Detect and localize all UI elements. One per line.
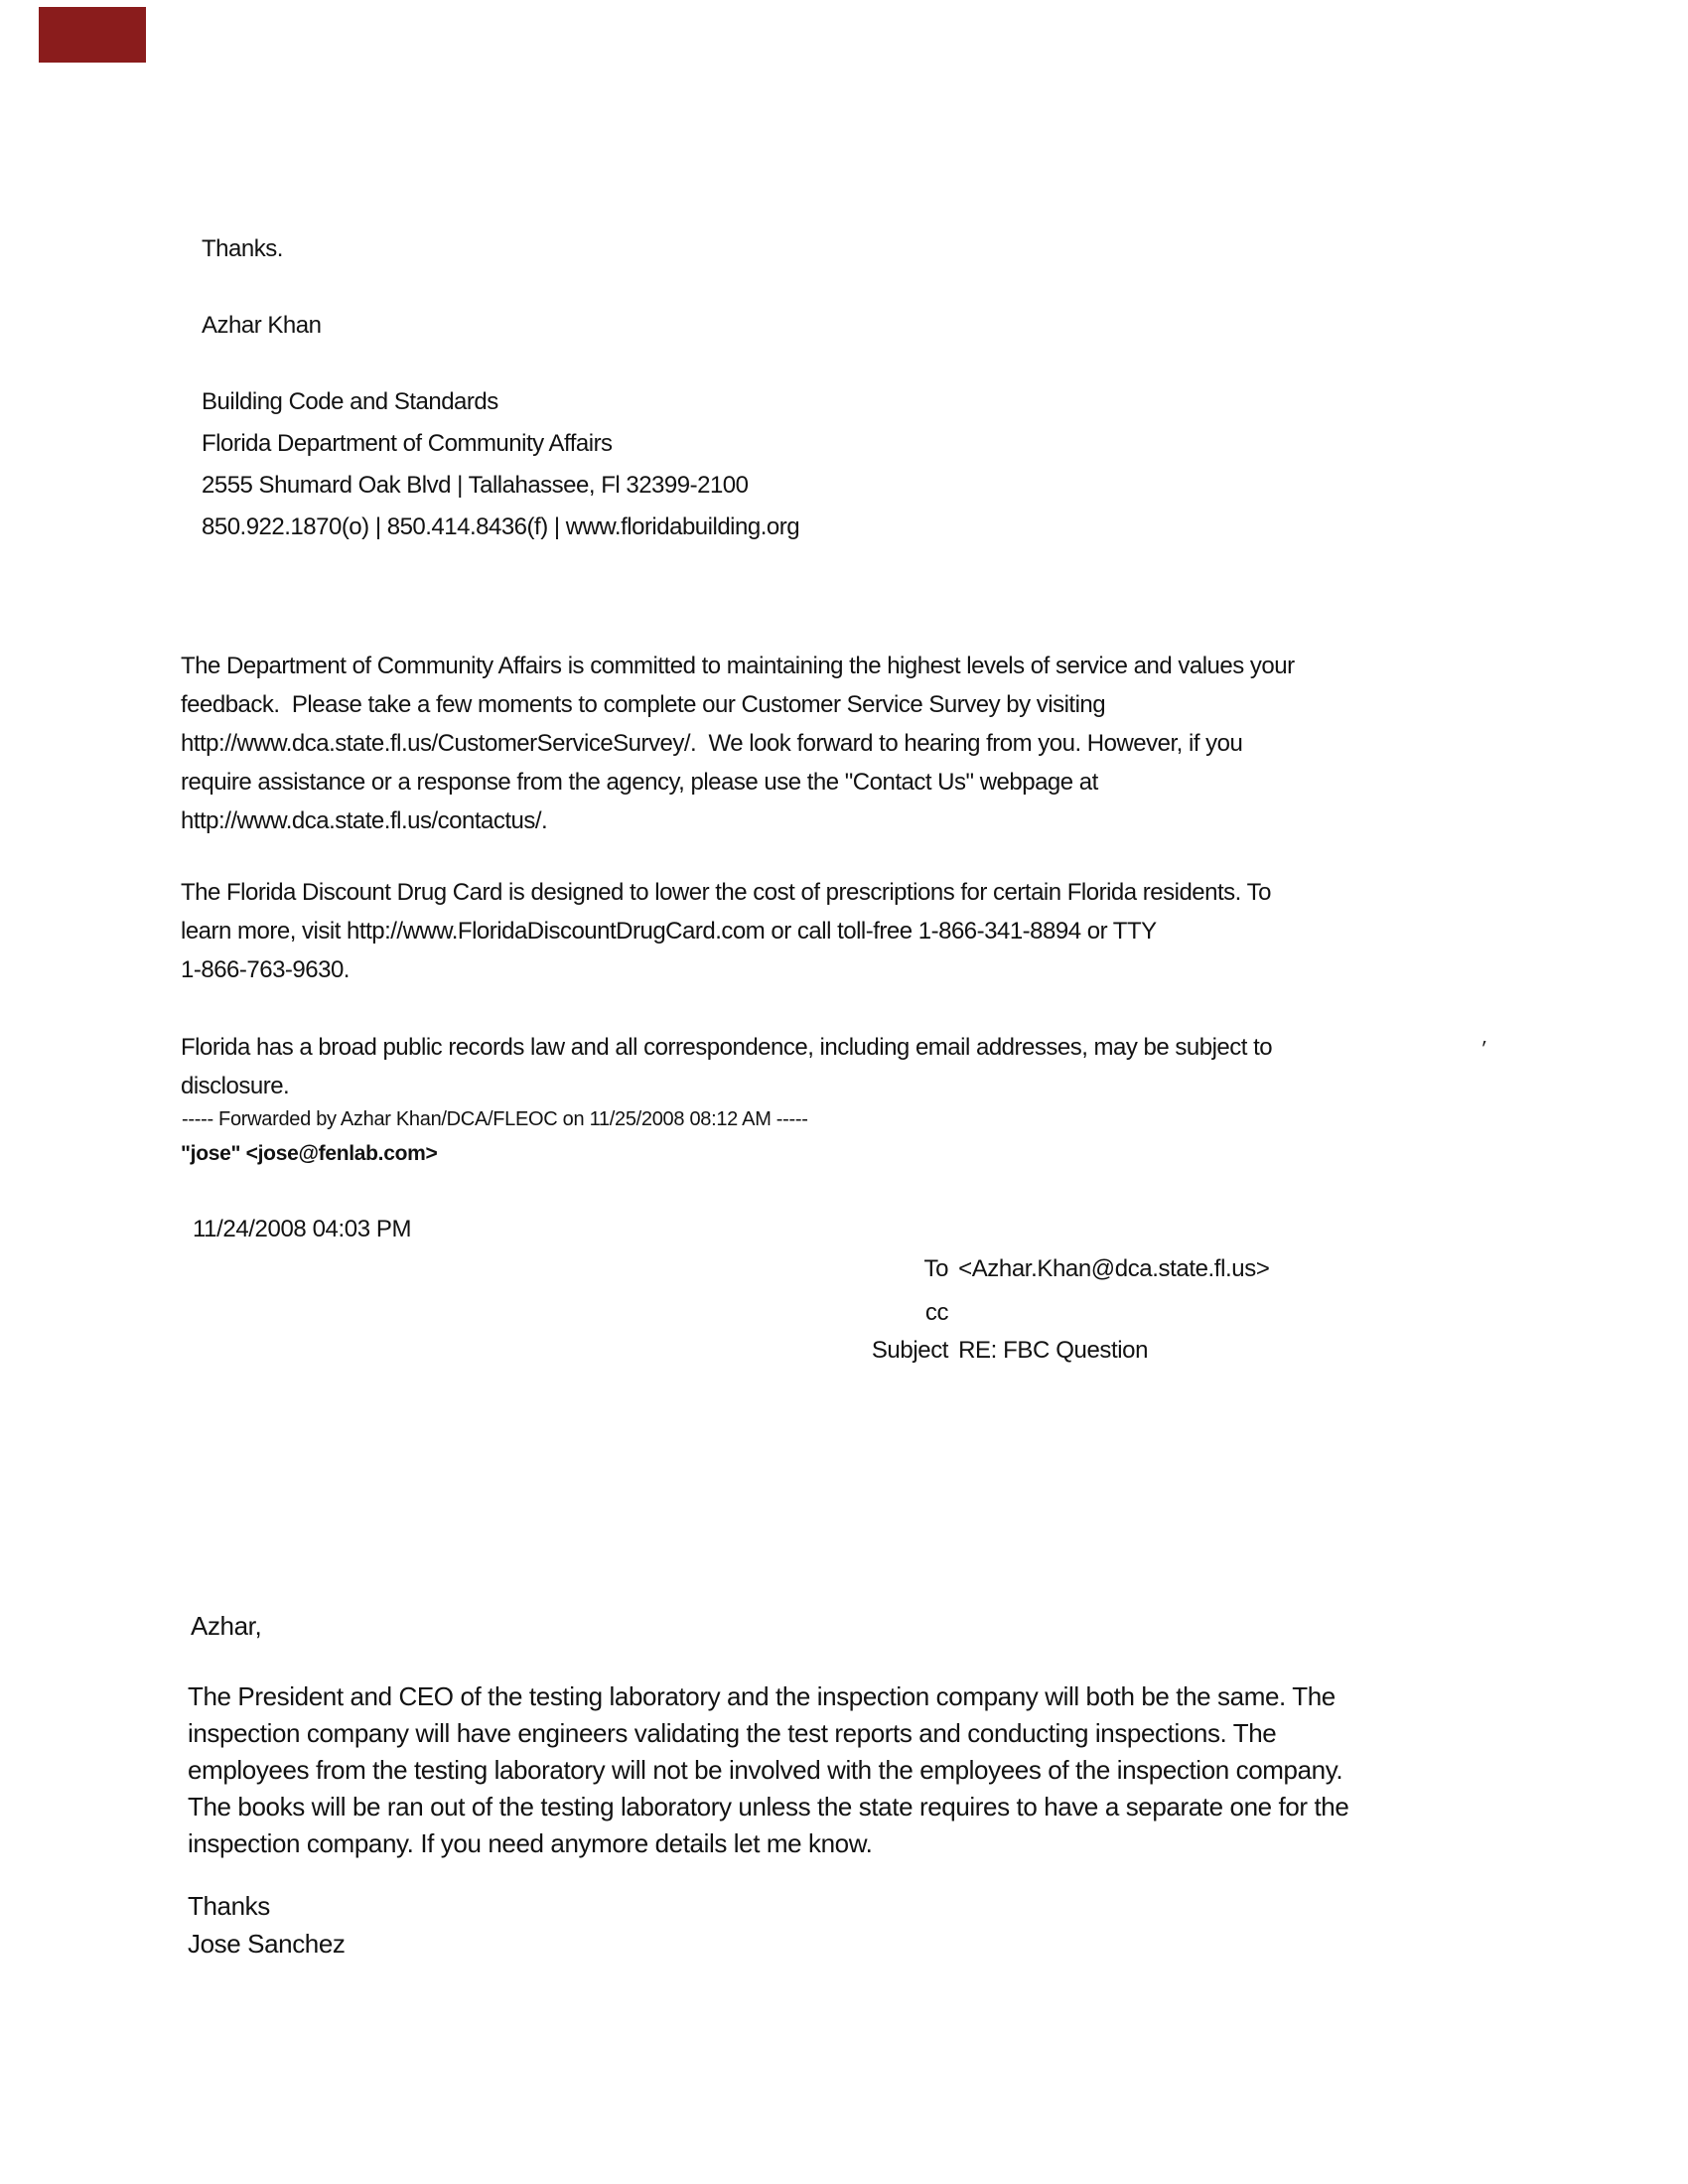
reply-body-line: inspection company. If you need anymore details let me know. (188, 1828, 873, 1858)
signature-line: Building Code and Standards (202, 388, 498, 415)
survey-disclaimer-line: require assistance or a response from the agency, please use the "Contact Us" webpage at (181, 769, 1098, 796)
survey-disclaimer-line: feedback. Please take a few moments to complete our Customer Service Survey by visiting (181, 691, 1106, 718)
notes-closing-block (202, 229, 283, 268)
survey-disclaimer-paragraph (181, 647, 1295, 840)
public-records-paragraph (181, 1028, 1272, 1105)
reply-greeting: Azhar, (191, 1611, 262, 1641)
reply-signoff: Jose Sanchez (188, 1929, 346, 1959)
drug-card-paragraph (181, 873, 1271, 989)
reply-body-line: The books will be ran out of the testing laboratory unless the state requires to have a separate one for the (188, 1792, 1349, 1821)
to-label: To (923, 1255, 949, 1282)
survey-disclaimer-line: http://www.dca.state.fl.us/contactus/. (181, 807, 548, 834)
survey-disclaimer-line: The Department of Community Affairs is committed to maintaining the highest levels of service and values your (181, 653, 1295, 679)
reply-body (188, 1678, 1348, 1862)
public-records-line: disclosure. (181, 1073, 290, 1099)
drug-card-line: 1-866-763-9630. (181, 956, 350, 983)
to-value: <Azhar.Khan@dca.state.fl.us> (958, 1255, 1270, 1282)
reply-closing: Thanks (188, 1891, 270, 1921)
red-stamp-mark (39, 7, 146, 63)
drug-card-line: learn more, visit http://www.FloridaDiscountDrugCard.com or call toll-free 1-866-341-8894 or TTY (181, 918, 1157, 945)
signature-block (202, 381, 799, 548)
signature-line: 850.922.1870(o) | 850.414.8436(f) | www.floridabuilding.org (202, 513, 800, 540)
subject-row (824, 1309, 1148, 1392)
survey-disclaimer-line: http://www.dca.state.fl.us/CustomerServiceSurvey/. We look forward to hearing from you. However, if you (181, 730, 1243, 757)
reply-body-line: inspection company will have engineers validating the test reports and conducting inspections. The (188, 1718, 1277, 1748)
reply-body-line: The President and CEO of the testing laboratory and the inspection company will both be the same. The (188, 1681, 1336, 1711)
sender-name-block (202, 306, 321, 345)
signature-line: 2555 Shumard Oak Blvd | Tallahassee, Fl 32399-2100 (202, 472, 749, 499)
forwarded-from-address: "jose" <jose@fenlab.com> (181, 1142, 438, 1165)
forwarded-separator: ----- Forwarded by Azhar Khan/DCA/FLEOC on 11/25/2008 08:12 AM ----- (182, 1108, 808, 1130)
sent-datetime: 11/24/2008 04:03 PM (193, 1216, 412, 1242)
drug-card-line: The Florida Discount Drug Card is designed to lower the cost of prescriptions for certain Florida residents. To (181, 879, 1271, 906)
closing-line: Thanks. (202, 235, 283, 262)
subject-value: RE: FBC Question (958, 1337, 1149, 1364)
signature-line: Florida Department of Community Affairs (202, 430, 613, 457)
subject-label: Subject (871, 1337, 949, 1364)
sender-name: Azhar Khan (202, 312, 322, 339)
reply-body-line: employees from the testing laboratory will not be involved with the employees of the inspection company. (188, 1755, 1343, 1785)
stray-ink-mark: ′ (1479, 1035, 1487, 1062)
public-records-line: Florida has a broad public records law and all correspondence, including email addresses, may be subject to (181, 1034, 1273, 1061)
cc-label: cc (924, 1299, 949, 1326)
